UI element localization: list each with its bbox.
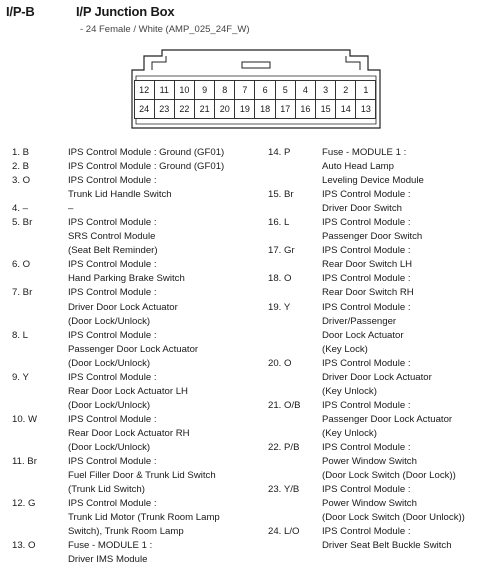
connector-pin: 17 (275, 99, 296, 119)
pin-description-line: IPS Control Module : (322, 189, 411, 201)
connector-pin: 8 (214, 80, 235, 100)
pin-entry (12, 160, 262, 174)
pin-description-line: IPS Control Module : Ground (GF01) (68, 161, 225, 173)
pin-description-line: IPS Control Module : (68, 498, 157, 510)
connector-pin: 19 (234, 99, 255, 119)
pin-entry (12, 371, 262, 413)
pin-description-line: Trunk Lid Motor (Trunk Room Lamp (68, 512, 220, 524)
connector-pin: 20 (214, 99, 235, 119)
pin-entry (268, 441, 498, 483)
pin-description (68, 202, 262, 216)
pin-entry (12, 146, 262, 160)
pin-description (322, 399, 498, 441)
pin-description-line: IPS Control Module : (68, 175, 157, 187)
pin-number: 18. O (268, 273, 292, 285)
pin-description-line: IPS Control Module : (322, 484, 411, 496)
pin-description-line: Trunk Lid Handle Switch (68, 189, 172, 201)
pin-entry (12, 202, 262, 216)
pin-description (68, 539, 262, 567)
pin-entry (12, 497, 262, 539)
pin-description-line: Switch), Trunk Room Lamp (68, 526, 184, 538)
connector-subtitle: - 24 Female / White (AMP_025_24F_W) (80, 24, 250, 35)
connector-pin: 24 (134, 99, 155, 119)
connector-pin: 15 (315, 99, 336, 119)
pin-description (322, 188, 498, 216)
pin-entry (268, 357, 498, 399)
pin-description (68, 174, 262, 202)
pin-number: 19. Y (268, 301, 291, 313)
pin-description (322, 525, 498, 553)
pin-entry (268, 188, 498, 216)
pin-description-line: (Key Unlock) (322, 385, 377, 397)
pin-description (322, 244, 498, 272)
pin-description (322, 441, 498, 483)
connector-pin: 1 (355, 80, 376, 100)
pin-number: 8. L (12, 329, 29, 341)
pin-entry (268, 483, 498, 525)
pin-description-line: IPS Control Module : (322, 526, 411, 538)
pin-number: 5. Br (12, 217, 33, 229)
pin-description-line: Driver Door Lock Actuator (68, 301, 178, 313)
pin-description (322, 357, 498, 399)
pin-number: 24. L/O (268, 526, 300, 538)
connector-pin: 12 (134, 80, 155, 100)
pin-description (68, 258, 262, 286)
pin-number: 20. O (268, 357, 292, 369)
pin-description-line: Auto Head Lamp (322, 161, 394, 173)
pin-description-line: (Door Lock/Unlock) (68, 399, 151, 411)
pin-description-line: Rear Door Switch RH (322, 287, 414, 299)
connector-pin: 23 (154, 99, 175, 119)
pin-description-line: IPS Control Module : (322, 273, 411, 285)
pin-description (322, 272, 498, 300)
pin-description-line: (Door Lock/Unlock) (68, 315, 151, 327)
pin-entry (268, 146, 498, 188)
connector-code: I/P-B (6, 4, 35, 19)
pin-description-line: Driver Seat Belt Buckle Switch (322, 540, 452, 552)
pin-description-line: IPS Control Module : (68, 456, 157, 468)
pin-description (68, 497, 262, 539)
pin-description-line: IPS Control Module : (68, 329, 157, 341)
pin-description-line: Passenger Door Lock Actuator (68, 343, 199, 355)
pin-number: 15. Br (268, 189, 294, 201)
pin-description-line: IPS Control Module : (68, 287, 157, 299)
pin-description-line: Hand Parking Brake Switch (68, 273, 185, 285)
pin-description-line: IPS Control Module : (68, 259, 157, 271)
pin-entry (12, 413, 262, 455)
pin-description (322, 483, 498, 525)
pin-description (322, 301, 498, 357)
pin-description-line: IPS Control Module : Ground (GF01) (68, 147, 225, 158)
pin-description (68, 371, 262, 413)
pin-entry (268, 244, 498, 272)
pin-number: 7. Br (12, 287, 33, 299)
pin-description-line: (Door Lock Switch (Door Unlock)) (322, 512, 465, 524)
pin-entry (268, 272, 498, 300)
pin-number: 10. W (12, 413, 38, 425)
connector-pin: 18 (254, 99, 275, 119)
pin-entry (268, 216, 498, 244)
connector-pin: 13 (355, 99, 376, 119)
pin-list-left (12, 146, 262, 567)
pin-description-line: IPS Control Module : (322, 301, 411, 313)
pin-description-line: Power Window Switch (322, 456, 417, 468)
page-title: I/P Junction Box (76, 4, 175, 19)
pin-number: 22. P/B (268, 441, 300, 453)
pin-description-line: (Seat Belt Reminder) (68, 245, 158, 257)
pin-description (68, 286, 262, 328)
connector-pin: 22 (174, 99, 195, 119)
pin-description (68, 329, 262, 371)
connector-pin: 14 (335, 99, 356, 119)
connector-pin: 3 (315, 80, 336, 100)
pin-number: 6. O (12, 259, 31, 271)
pin-number: 11. Br (12, 456, 37, 468)
pin-description-line: IPS Control Module : (322, 441, 411, 453)
pin-description-line: Passenger Door Switch (322, 231, 423, 243)
pin-number: 17. Gr (268, 245, 295, 257)
pin-description-line: Driver Door Lock Actuator (322, 371, 432, 383)
pin-description-line: IPS Control Module : (322, 245, 411, 257)
pin-description-line: (Door Lock/Unlock) (68, 357, 151, 369)
pin-entry (268, 301, 498, 357)
pin-number: 21. O/B (268, 399, 301, 411)
connector-pin: 2 (335, 80, 356, 100)
pin-description-line: Fuel Filler Door & Trunk Lid Switch (68, 470, 216, 482)
pin-description-line: (Door Lock/Unlock) (68, 441, 151, 453)
pin-description-line: Driver IMS Module (68, 554, 148, 566)
pin-description (68, 146, 262, 160)
pin-number: 2. B (12, 161, 30, 173)
pin-list-right (268, 146, 498, 553)
pin-number: 4. – (12, 203, 29, 215)
connector-pin: 10 (174, 80, 195, 100)
pin-number: 16. L (268, 217, 290, 229)
pin-entry (12, 174, 262, 202)
pin-entry (268, 399, 498, 441)
pin-number: 23. Y/B (268, 484, 300, 496)
pin-number: 1. B (12, 147, 30, 158)
pin-entry (12, 258, 262, 286)
pin-description-line: (Key Lock) (322, 343, 368, 355)
pin-number: 14. P (268, 147, 291, 158)
pin-description-line: – (68, 203, 74, 215)
pin-number: 9. Y (12, 371, 29, 383)
pin-description-line: Driver/Passenger (322, 315, 397, 327)
pin-description-line: IPS Control Module : (68, 413, 157, 425)
pin-description-line: IPS Control Module : (68, 371, 157, 383)
pin-description-line: IPS Control Module : (68, 217, 157, 229)
pin-description-line: IPS Control Module : (322, 217, 411, 229)
connector-pin: 6 (254, 80, 275, 100)
connector-pin: 5 (275, 80, 296, 100)
pin-description-line: Rear Door Lock Actuator LH (68, 385, 188, 397)
pin-number: 12. G (12, 498, 36, 510)
pin-entry (12, 286, 262, 328)
pin-description (322, 146, 498, 188)
connector-pin: 16 (295, 99, 316, 119)
pin-description-line: Rear Door Lock Actuator RH (68, 427, 190, 439)
pin-description-line: (Key Unlock) (322, 427, 377, 439)
pin-description-line: Passenger Door Lock Actuator (322, 413, 453, 425)
pin-description (68, 216, 262, 258)
pin-description-line: Fuse - MODULE 1 : (68, 540, 153, 552)
connector-pin: 4 (295, 80, 316, 100)
pin-entry (268, 525, 498, 553)
pin-description-line: Door Lock Actuator (322, 329, 404, 341)
pin-entry (12, 216, 262, 258)
pin-description (322, 216, 498, 244)
pin-description-line: SRS Control Module (68, 231, 156, 243)
pin-description-line: Power Window Switch (322, 498, 417, 510)
pin-number: 3. O (12, 175, 31, 187)
connector-pin-grid (134, 80, 376, 118)
pin-number: 13. O (12, 540, 36, 552)
pin-description-line: Fuse - MODULE 1 : (322, 147, 407, 158)
pin-description-line: (Door Lock Switch (Door Lock)) (322, 470, 456, 482)
pin-entry (12, 455, 262, 497)
connector-pin: 11 (154, 80, 175, 100)
connector-pin: 7 (234, 80, 255, 100)
pin-description (68, 160, 262, 174)
pin-description-line: IPS Control Module : (322, 399, 411, 411)
pin-description-line: (Trunk Lid Switch) (68, 484, 145, 496)
pin-description-line: IPS Control Module : (322, 357, 411, 369)
pin-description-line: Rear Door Switch LH (322, 259, 413, 271)
connector-pin: 21 (194, 99, 215, 119)
pin-entry (12, 539, 262, 567)
connector-pin: 9 (194, 80, 215, 100)
pin-description-line: Driver Door Switch (322, 203, 402, 215)
pin-description (68, 455, 262, 497)
pin-description-line: Leveling Device Module (322, 175, 424, 187)
pin-description (68, 413, 262, 455)
pin-entry (12, 329, 262, 371)
